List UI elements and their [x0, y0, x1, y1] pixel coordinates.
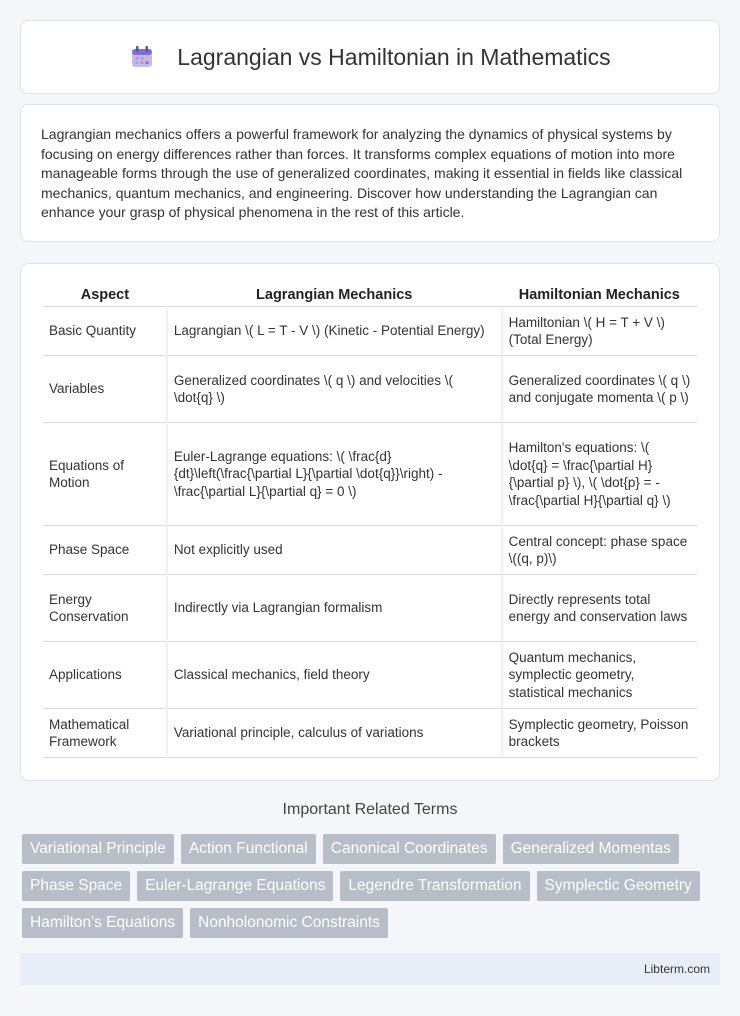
related-term-tag[interactable]: Hamilton's Equations	[22, 908, 183, 938]
intro-text: Lagrangian mechanics offers a powerful framework for analyzing the dynamics of physical systems by focusing on energy differences rather than forces. It transforms complex equations of motion into more manageable forms through the use of generalized coordinates, making it essential in fields like classical mechanics, quantum mechanics, and engineering. Discover how understanding the Lagrangian can enhance your grasp of physical phenomena in the rest of this article.	[41, 126, 683, 220]
comparison-table-card	[20, 263, 720, 781]
table-row	[43, 356, 697, 423]
table-row	[43, 709, 697, 758]
cell-aspect: Mathematical Framework	[43, 709, 167, 758]
cell-hamiltonian: Generalized coordinates \( q \) and conjugate momenta \( p \)	[502, 356, 697, 423]
footer	[20, 953, 720, 985]
related-term-tag[interactable]: Legendre Transformation	[340, 871, 529, 901]
intro-card	[20, 104, 720, 242]
cell-lagrangian: Indirectly via Lagrangian formalism	[167, 575, 502, 642]
cell-lagrangian: Classical mechanics, field theory	[167, 642, 502, 709]
cell-lagrangian: Lagrangian \( L = T - V \) (Kinetic - Potential Energy)	[167, 307, 502, 356]
table-row	[43, 575, 697, 642]
cell-lagrangian: Variational principle, calculus of variations	[167, 709, 502, 758]
cell-aspect: Basic Quantity	[43, 307, 167, 356]
related-term-tag[interactable]: Euler-Lagrange Equations	[137, 871, 333, 901]
related-terms-list	[22, 834, 722, 945]
cell-hamiltonian: Symplectic geometry, Poisson brackets	[502, 709, 697, 758]
cell-lagrangian: Generalized coordinates \( q \) and velocities \( \dot{q} \)	[167, 356, 502, 423]
related-term-tag[interactable]: Phase Space	[22, 871, 130, 901]
related-term-tag[interactable]: Canonical Coordinates	[323, 834, 496, 864]
table-header-row	[43, 284, 697, 307]
page-title: Lagrangian vs Hamiltonian in Mathematics	[177, 43, 611, 70]
cell-aspect: Equations of Motion	[43, 423, 167, 526]
calendar-icon	[129, 44, 155, 70]
table-row	[43, 423, 697, 526]
cell-aspect: Phase Space	[43, 526, 167, 575]
related-term-tag[interactable]: Action Functional	[181, 834, 316, 864]
related-term-tag[interactable]: Symplectic Geometry	[537, 871, 700, 901]
comparison-table	[43, 284, 697, 758]
header-lagrangian: Lagrangian Mechanics	[167, 284, 502, 307]
header-card	[20, 20, 720, 94]
cell-hamiltonian: Central concept: phase space \((q, p)\)	[502, 526, 697, 575]
cell-lagrangian: Euler-Lagrange equations: \( \frac{d}{dt}\left(\frac{\partial L}{\partial \dot{q}}\right) - \frac{\partial L}{\partial q} = 0 \)	[167, 423, 502, 526]
cell-hamiltonian: Hamilton's equations: \( \dot{q} = \frac{\partial H}{\partial p} \), \( \dot{p} = -\frac{\partial H}{\partial q} \)	[502, 423, 697, 526]
related-term-tag[interactable]: Variational Principle	[22, 834, 174, 864]
header-aspect: Aspect	[43, 284, 167, 307]
cell-aspect: Variables	[43, 356, 167, 423]
related-terms-title: Important Related Terms	[282, 801, 458, 818]
table-row	[43, 642, 697, 709]
related-term-tag[interactable]: Nonholonomic Constraints	[190, 908, 388, 938]
header-hamiltonian: Hamiltonian Mechanics	[502, 284, 697, 307]
table-row	[43, 307, 697, 356]
footer-site-link[interactable]: Libterm.com	[643, 962, 710, 976]
cell-hamiltonian: Hamiltonian \( H = T + V \) (Total Energy)	[502, 307, 697, 356]
related-term-tag[interactable]: Generalized Momentas	[503, 834, 679, 864]
table-row	[43, 526, 697, 575]
cell-hamiltonian: Directly represents total energy and conservation laws	[502, 575, 697, 642]
cell-hamiltonian: Quantum mechanics, symplectic geometry, statistical mechanics	[502, 642, 697, 709]
cell-aspect: Applications	[43, 642, 167, 709]
cell-aspect: Energy Conservation	[43, 575, 167, 642]
cell-lagrangian: Not explicitly used	[167, 526, 502, 575]
